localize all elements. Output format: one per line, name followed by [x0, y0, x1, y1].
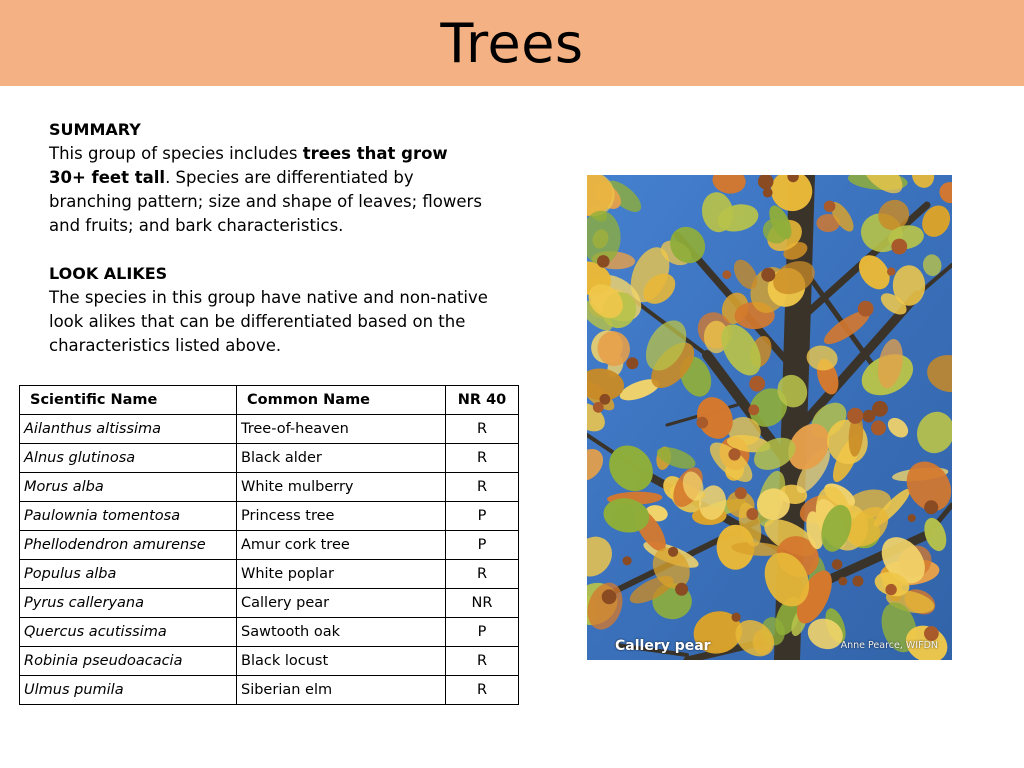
fruit-shape	[885, 584, 896, 595]
scientific-name-cell: Paulownia tomentosa	[20, 502, 237, 531]
table-header-row	[20, 386, 519, 415]
fruit-shape	[924, 626, 939, 641]
nr40-cell: P	[446, 502, 519, 531]
photo-image	[587, 175, 952, 660]
fruit-shape	[891, 239, 907, 255]
common-name-cell: Tree-of-heaven	[237, 415, 446, 444]
nr40-cell: R	[446, 676, 519, 705]
fruit-shape	[749, 376, 765, 392]
table-row	[20, 676, 519, 705]
scientific-name-cell: Alnus glutinosa	[20, 444, 237, 473]
scientific-name-cell: Quercus acutissima	[20, 618, 237, 647]
table-row	[20, 502, 519, 531]
fruit-shape	[761, 268, 775, 282]
nr40-header: NR 40	[446, 386, 519, 415]
fruit-shape	[871, 420, 886, 435]
fruit-shape	[668, 547, 678, 557]
look-alikes-heading: LOOK ALIKES	[49, 264, 168, 283]
scientific-name-header: Scientific Name	[20, 386, 237, 415]
table-row	[20, 618, 519, 647]
nr40-cell: P	[446, 531, 519, 560]
summary-text-start: This group of species includes	[49, 144, 303, 163]
fruit-shape	[852, 576, 863, 587]
scientific-name-cell: Morus alba	[20, 473, 237, 502]
scientific-name-cell: Robinia pseudoacacia	[20, 647, 237, 676]
nr40-cell: R	[446, 647, 519, 676]
fruit-shape	[623, 556, 632, 565]
fruit-shape	[697, 417, 709, 429]
common-name-cell: Callery pear	[237, 589, 446, 618]
fruit-shape	[602, 589, 617, 604]
table-row	[20, 531, 519, 560]
fruit-shape	[887, 267, 895, 275]
nr40-cell: R	[446, 473, 519, 502]
photo-caption: Callery pear	[615, 638, 711, 654]
fruit-shape	[735, 487, 747, 499]
common-name-cell: Black locust	[237, 647, 446, 676]
callery-pear-photo	[587, 175, 952, 660]
fruit-shape	[824, 201, 836, 213]
common-name-cell: Black alder	[237, 444, 446, 473]
common-name-cell: Siberian elm	[237, 676, 446, 705]
look-alikes-text: The species in this group have native and non-native look alikes that can be differentiated based on the characteristics listed above.	[49, 288, 488, 355]
common-name-cell: White mulberry	[237, 473, 446, 502]
nr40-cell: P	[446, 618, 519, 647]
fruit-shape	[748, 405, 759, 416]
summary-heading: SUMMARY	[49, 120, 141, 139]
fruit-shape	[728, 448, 740, 460]
summary-text-end: . Species are differentiated by branching pattern; size and shape of leaves; flowers and fruits; and bark characteristics.	[49, 168, 482, 235]
fruit-shape	[908, 514, 916, 522]
summary-text	[49, 142, 489, 238]
table-row	[20, 415, 519, 444]
common-name-header: Common Name	[237, 386, 446, 415]
species-table	[19, 385, 519, 705]
fruit-shape	[763, 188, 773, 198]
fruit-shape	[593, 402, 604, 413]
table-row	[20, 473, 519, 502]
photo-credit: Anne Pearce, WIFDN	[840, 640, 938, 651]
nr40-cell: NR	[446, 589, 519, 618]
fruit-shape	[924, 500, 938, 514]
nr40-cell: R	[446, 415, 519, 444]
fruit-shape	[722, 270, 731, 279]
scientific-name-cell: Phellodendron amurense	[20, 531, 237, 560]
nr40-cell: R	[446, 444, 519, 473]
table-row	[20, 647, 519, 676]
scientific-name-cell: Pyrus calleryana	[20, 589, 237, 618]
fruit-shape	[597, 255, 610, 268]
title-bar	[0, 0, 1024, 86]
common-name-cell: Princess tree	[237, 502, 446, 531]
common-name-cell: Sawtooth oak	[237, 618, 446, 647]
fruit-shape	[626, 357, 638, 369]
scientific-name-cell: Ulmus pumila	[20, 676, 237, 705]
scientific-name-cell: Populus alba	[20, 560, 237, 589]
page-title: Trees	[440, 11, 584, 75]
fruit-shape	[858, 301, 874, 317]
summary-text-bold: trees that grow 30+ feet tall	[49, 144, 448, 187]
species-table-body	[20, 415, 519, 705]
fruit-shape	[732, 613, 741, 622]
fruit-shape	[746, 508, 758, 520]
table-row	[20, 560, 519, 589]
fruit-shape	[872, 401, 888, 417]
common-name-cell: White poplar	[237, 560, 446, 589]
nr40-cell: R	[446, 560, 519, 589]
fruit-shape	[832, 559, 843, 570]
common-name-cell: Amur cork tree	[237, 531, 446, 560]
table-row	[20, 444, 519, 473]
table-row	[20, 589, 519, 618]
scientific-name-cell: Ailanthus altissima	[20, 415, 237, 444]
fruit-shape	[839, 577, 848, 586]
fruit-shape	[675, 583, 688, 596]
fruit-shape	[847, 408, 863, 424]
description-block	[49, 118, 489, 358]
